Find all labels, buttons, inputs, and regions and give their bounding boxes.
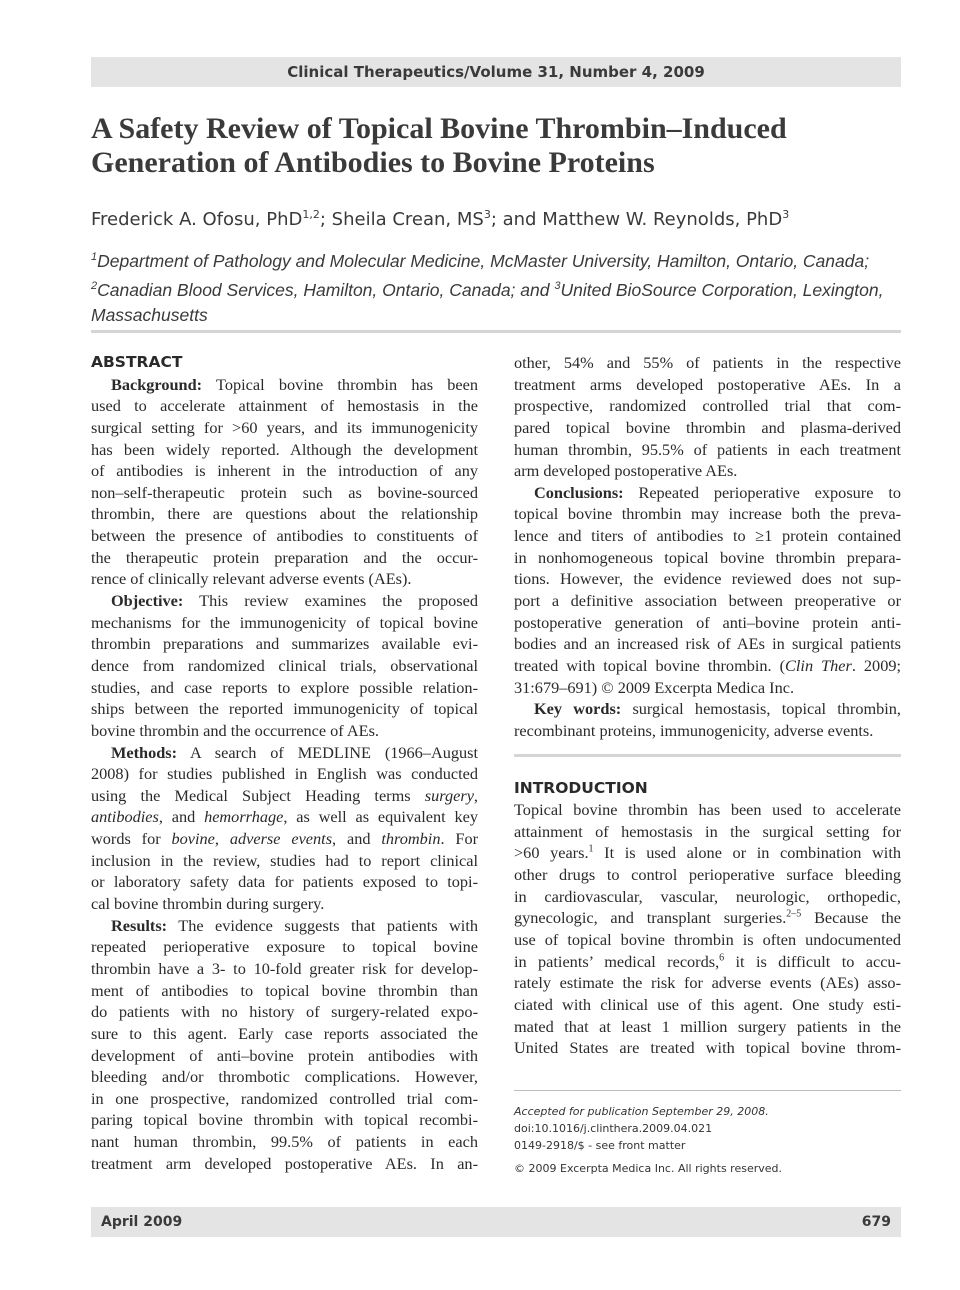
- conclusions-label: Conclusions:: [534, 482, 624, 502]
- intro-line: use of topical bovine thrombin is often undocumented: [514, 930, 901, 950]
- intro-text: It is used alone or in combination with: [593, 843, 901, 863]
- affil-text-2: Canadian Blood Services, Hamilton, Ontario, Canada; and: [97, 279, 555, 300]
- author-1: Frederick A. Ofosu, PhD: [91, 209, 303, 230]
- affil-marker-2: 2: [91, 279, 98, 292]
- intro-line: [514, 842, 901, 864]
- results-label: Results:: [111, 915, 168, 935]
- keywords-label: Key words:: [534, 699, 622, 719]
- abstract-line: prospective, randomized controlled trial that com-: [514, 396, 901, 416]
- affil-marker-1: 1: [91, 251, 98, 263]
- abstract-line: [91, 806, 478, 828]
- mesh-term: antibodies: [91, 807, 159, 827]
- abstract-text: ,: [473, 785, 478, 805]
- affil-text-3: United BioSource Corporation, Lexington,: [560, 279, 884, 300]
- abstract-text: ,: [214, 829, 230, 849]
- abstract-line: between the presence of antibodies to constituents of: [91, 526, 478, 546]
- abstract-line: or laboratory safety data for patients exposed to topi-: [91, 872, 478, 892]
- page-number: 679: [861, 1214, 891, 1230]
- abstract-line: tions. However, the evidence reviewed does not sup-: [514, 569, 901, 589]
- citation-ref: 2–5: [786, 908, 802, 920]
- abstract-line: development of anti–bovine protein antibodies with: [91, 1045, 478, 1065]
- author-2-affil: 3: [483, 208, 491, 221]
- abstract-text: A search of MEDLINE (1966–August: [177, 742, 478, 762]
- mesh-term: adverse events: [229, 829, 333, 849]
- abstract-line: 31:679–691) © 2009 Excerpta Medica Inc.: [514, 677, 795, 697]
- abstract-line: non–self-therapeutic protein such as bovine-sourced: [91, 482, 478, 502]
- abstract-text: , as well as equivalent key: [283, 807, 478, 827]
- abstract-line: dence from randomized clinical trials, observational: [91, 655, 478, 675]
- intro-line: [514, 907, 901, 929]
- abstract-line: human thrombin, 95.5% of patients in each treatment: [514, 439, 901, 459]
- journal-header: [91, 57, 901, 87]
- abstract-text: using the Medical Subject Heading terms: [91, 785, 425, 805]
- article-footnote: [514, 1103, 901, 1177]
- accepted-date: Accepted for publication September 29, 2008.: [514, 1105, 769, 1118]
- abstract-line: bodies and an increased risk of AEs in surgical patients: [514, 634, 901, 654]
- intro-line: attainment of hemostasis in the surgical setting for: [514, 821, 901, 841]
- doi: doi:10.1016/j.clinthera.2009.04.021: [514, 1122, 713, 1135]
- intro-line: ciated with clinical use of this agent. One study esti-: [514, 994, 901, 1014]
- abstract-line: studies, and case reports to explore possible relation-: [91, 677, 478, 697]
- methods-label: Methods:: [111, 742, 178, 762]
- title-line-2: Generation of Antibodies to Bovine Proteins: [91, 146, 655, 179]
- background-label: Background:: [111, 374, 203, 394]
- abstract-line: in nonhomogeneous topical bovine thrombin prepara-: [514, 547, 901, 567]
- abstract-line: nant human thrombin, 99.5% of patients in each: [91, 1132, 478, 1152]
- abstract-line: in one prospective, randomized controlled trial com-: [91, 1088, 478, 1108]
- abstract-line: thrombin have a 3- to 10-fold greater risk for develop-: [91, 958, 478, 978]
- abstract-line: other, 54% and 55% of patients in the respective: [514, 353, 901, 372]
- mesh-term: thrombin: [381, 829, 441, 849]
- journal-abbrev: Clin Ther: [785, 655, 852, 675]
- abstract-line: recombinant proteins, immunogenicity, adverse events.: [514, 720, 874, 740]
- abstract-text: , and: [158, 807, 205, 827]
- mesh-term: bovine: [171, 829, 215, 849]
- abstract-end-divider: [514, 754, 901, 757]
- abstract-text: The evidence suggests that patients with: [167, 915, 478, 935]
- abstract-line: bleeding and/or thrombotic complications. However,: [91, 1067, 478, 1087]
- abstract-text: This review examines the proposed: [183, 591, 478, 611]
- abstract-line: paring topical bovine thrombin with topical recombi-: [91, 1110, 478, 1130]
- left-column: [91, 352, 478, 1174]
- abstract-text: , and: [332, 829, 382, 849]
- abstract-text: . 2009;: [851, 655, 901, 675]
- intro-text: in patients’ medical records,: [514, 951, 720, 971]
- affil-line-3: Massachusetts: [91, 304, 208, 325]
- abstract-line: rence of clinically relevant adverse events (AEs).: [91, 569, 412, 589]
- intro-line: rately estimate the risk for adverse events (AEs) asso-: [514, 973, 901, 993]
- abstract-line: [91, 915, 478, 937]
- objective-label: Objective:: [111, 591, 184, 611]
- mesh-term: surgery: [424, 785, 474, 805]
- issue-date: April 2009: [101, 1214, 183, 1230]
- abstract-line: port a definitive association between preoperative or: [514, 591, 901, 611]
- abstract-line: lence and titers of antibodies to ≥1 protein contained: [514, 526, 901, 546]
- affiliations: [91, 245, 884, 328]
- abstract-line: pared topical bovine thrombin and plasma-derived: [514, 417, 901, 437]
- title-line-1: A Safety Review of Topical Bovine Thrombin–Induced: [91, 112, 787, 145]
- abstract-line: do patients with no history of surgery-related expo-: [91, 1002, 478, 1022]
- abstract-line: the therapeutic protein preparation and the occur-: [91, 547, 478, 567]
- abstract-line: [91, 590, 478, 612]
- citation-ref: 1: [588, 844, 594, 856]
- intro-line: Topical bovine thrombin has been used to accelerate: [514, 800, 901, 820]
- abstract-line: inclusion in the review, studies had to report clinical: [91, 850, 478, 870]
- mesh-term: hemorrhage: [204, 807, 284, 827]
- abstract-line: cal bovine thrombin during surgery.: [91, 894, 325, 914]
- journal-citation: Clinical Therapeutics/Volume 31, Number 4, 2009: [287, 63, 705, 81]
- abstract-line: surgical setting for >60 years, and its immunogenicity: [91, 417, 478, 437]
- affil-text-1: Department of Pathology and Molecular Medicine, McMaster University, Hamilton, Ontario, Canada;: [97, 250, 870, 271]
- issn: 0149-2918/$ - see front matter: [514, 1139, 686, 1152]
- abstract-text: surgical hemostasis, topical thrombin,: [621, 699, 901, 719]
- affil-line-2: [91, 274, 884, 303]
- abstract-line: of antibodies is inherent in the introduction of any: [91, 461, 478, 481]
- abstract-line: [91, 742, 478, 764]
- intro-text: it is difficult to accu-: [724, 951, 901, 971]
- author-3-affil: 3: [782, 208, 790, 221]
- copyright: © 2009 Excerpta Medica Inc. All rights reserved.: [514, 1162, 782, 1175]
- intro-text: Because the: [801, 908, 901, 928]
- abstract-line: bovine thrombin and the occurrence of AEs.: [91, 720, 379, 740]
- intro-text: >60 years.: [514, 843, 589, 863]
- abstract-text: treated with topical bovine thrombin. (: [514, 655, 786, 675]
- footnote-divider: [514, 1090, 901, 1091]
- affil-marker-3: 3: [554, 279, 561, 292]
- abstract-line: mechanisms for the immunogenicity of topical bovine: [91, 612, 478, 632]
- right-column: [514, 352, 901, 1059]
- abstract-text: words for: [91, 829, 172, 849]
- citation-ref: 6: [719, 952, 725, 964]
- abstract-line: [514, 655, 901, 677]
- abstract-line: treatment arms developed postoperative AEs. In a: [514, 374, 901, 394]
- intro-text: gynecologic, and transplant surgeries.: [514, 908, 787, 928]
- affil-line-1: [91, 245, 881, 274]
- author-list: [91, 208, 789, 230]
- abstract-line: 2008) for studies published in English was conducted: [91, 764, 478, 784]
- abstract-line: has been widely reported. Although the development: [91, 439, 478, 459]
- abstract-line: ment of antibodies to topical bovine thrombin than: [91, 980, 478, 1000]
- article-title: [91, 112, 871, 180]
- abstract-line: [514, 482, 901, 504]
- abstract-line: topical bovine thrombin may increase both the preva-: [514, 504, 901, 524]
- introduction-heading: INTRODUCTION: [514, 778, 648, 797]
- abstract-text: Repeated perioperative exposure to: [623, 482, 901, 502]
- abstract-heading: ABSTRACT: [91, 353, 183, 371]
- abstract-line: postoperative generation of anti–bovine protein anti-: [514, 612, 901, 632]
- abstract-line: treatment arm developed postoperative AEs. In an-: [91, 1153, 478, 1173]
- author-1-affil: 1,2: [302, 208, 320, 221]
- abstract-line: repeated perioperative exposure to topical bovine: [91, 937, 478, 957]
- page-footer: [91, 1207, 901, 1237]
- header-divider: [91, 330, 901, 333]
- intro-line: mated that at least 1 million surgery patients in the: [514, 1016, 901, 1036]
- abstract-line: ships between the reported immunogenicity of topical: [91, 699, 478, 719]
- abstract-line: [91, 374, 478, 396]
- abstract-line: thrombin preparations and summarizes available evi-: [91, 634, 478, 654]
- section-gap: [514, 742, 901, 778]
- intro-line: in cardiovascular, vascular, neurologic, orthopedic,: [514, 886, 901, 906]
- abstract-line: sure to this agent. Early case reports associated the: [91, 1023, 478, 1043]
- abstract-line: [514, 698, 901, 720]
- abstract-line: arm developed postoperative AEs.: [514, 461, 738, 481]
- intro-line: United States are treated with topical bovine throm-: [514, 1038, 901, 1058]
- author-3: ; and Matthew W. Reynolds, PhD: [490, 209, 783, 230]
- abstract-text: . For: [440, 829, 478, 849]
- abstract-text: Topical bovine thrombin has been: [202, 374, 478, 394]
- abstract-line: [91, 828, 478, 850]
- intro-line: [514, 951, 901, 973]
- abstract-line: [91, 785, 478, 807]
- abstract-line: thrombin, there are questions about the relationship: [91, 504, 478, 524]
- abstract-line: used to accelerate attainment of hemostasis in the: [91, 396, 478, 416]
- author-2: ; Sheila Crean, MS: [319, 209, 484, 230]
- intro-line: other drugs to control perioperative surface bleeding: [514, 865, 901, 885]
